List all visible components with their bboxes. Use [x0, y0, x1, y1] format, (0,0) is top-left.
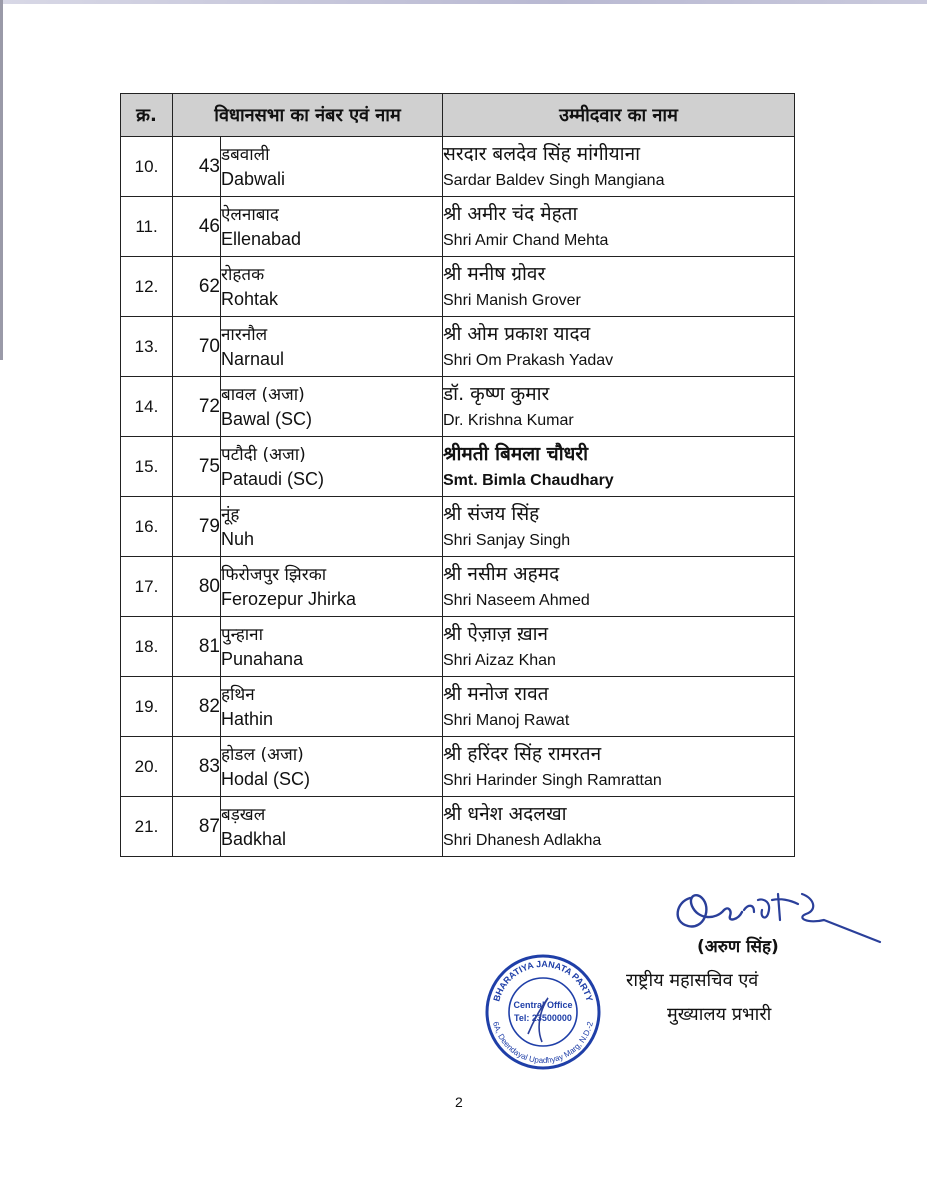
constituency-name-hindi: बड़खल [221, 804, 266, 825]
constituency-name-hindi: ऐलनाबाद [221, 204, 279, 225]
serial-number: 10. [121, 137, 173, 197]
constituency-name-hindi: रोहतक [221, 264, 265, 285]
constituency-name [221, 797, 443, 857]
constituency-name-hindi: होडल (अजा) [221, 744, 304, 765]
table-row [121, 437, 795, 497]
constituency-number: 62 [173, 257, 221, 317]
candidate-name-hindi: श्री ऐज़ाज़ ख़ान [443, 622, 549, 645]
constituency-name-hindi: नूंह [221, 504, 240, 525]
candidate-name-hindi: श्री धनेश अदलखा [443, 802, 567, 825]
constituency-number: 79 [173, 497, 221, 557]
constituency-name-english: Hathin [221, 708, 274, 729]
candidate-name-hindi: श्री मनीष ग्रोवर [443, 262, 546, 285]
constituency-number: 72 [173, 377, 221, 437]
header-serial: क्र. [121, 94, 173, 137]
table-row [121, 737, 795, 797]
serial-number: 11. [121, 197, 173, 257]
candidate-name [443, 737, 795, 797]
svg-text:Central Office: Central Office [513, 1000, 573, 1010]
candidate-name-english: Shri Sanjay Singh [443, 531, 571, 549]
table-row [121, 497, 795, 557]
constituency-name-hindi: बावल (अजा) [221, 384, 305, 405]
constituency-name-english: Punahana [221, 648, 304, 669]
constituency-name-hindi: डबवाली [221, 144, 270, 165]
scan-left-edge [0, 0, 3, 360]
candidate-name-english: Shri Dhanesh Adlakha [443, 831, 602, 849]
top-border-line [0, 0, 927, 4]
constituency-number: 80 [173, 557, 221, 617]
constituency-name-english: Bawal (SC) [221, 408, 313, 429]
constituency-name-hindi: पुन्हाना [221, 624, 264, 645]
candidate-name [443, 197, 795, 257]
constituency-name-english: Ferozepur Jhirka [221, 588, 357, 609]
candidate-name [443, 377, 795, 437]
candidate-name-english: Sardar Baldev Singh Mangiana [443, 171, 665, 189]
table-row [121, 137, 795, 197]
constituency-number: 46 [173, 197, 221, 257]
table-row [121, 617, 795, 677]
table-body [121, 137, 795, 857]
candidate-name-hindi: सरदार बलदेव सिंह मांगीयाना [443, 142, 641, 165]
candidate-name [443, 257, 795, 317]
constituency-number: 81 [173, 617, 221, 677]
signatory-designation: राष्ट्रीय महासचिव एवं [626, 970, 759, 991]
constituency-name-english: Rohtak [221, 288, 279, 309]
candidate-name-hindi: डॉ. कृष्ण कुमार [443, 382, 550, 405]
signatory-designation-line2: मुख्यालय प्रभारी [667, 1004, 772, 1025]
table-row [121, 317, 795, 377]
candidate-name [443, 437, 795, 497]
candidate-name-english: Shri Om Prakash Yadav [443, 351, 614, 369]
constituency-name [221, 557, 443, 617]
table-row [121, 197, 795, 257]
candidate-name [443, 497, 795, 557]
candidate-name-hindi: श्री संजय सिंह [443, 502, 540, 525]
constituency-name [221, 317, 443, 377]
constituency-number: 43 [173, 137, 221, 197]
serial-number: 21. [121, 797, 173, 857]
candidate-name-english: Shri Harinder Singh Ramrattan [443, 771, 662, 789]
serial-number: 18. [121, 617, 173, 677]
candidate-name [443, 317, 795, 377]
constituency-number: 75 [173, 437, 221, 497]
header-candidate: उम्मीदवार का नाम [443, 94, 795, 137]
constituency-number: 83 [173, 737, 221, 797]
constituency-name [221, 137, 443, 197]
serial-number: 19. [121, 677, 173, 737]
constituency-name [221, 677, 443, 737]
candidate-name-hindi: श्री नसीम अहमद [443, 562, 560, 585]
constituency-name [221, 377, 443, 437]
signatory-name: (अरुण सिंह) [697, 937, 779, 957]
svg-text:6A, Deendayal Upadhyay Marg, N: 6A, Deendayal Upadhyay Marg, N.D.-2 [491, 1020, 595, 1066]
table-row [121, 257, 795, 317]
constituency-number: 82 [173, 677, 221, 737]
serial-number: 13. [121, 317, 173, 377]
serial-number: 16. [121, 497, 173, 557]
candidate-name-english: Shri Naseem Ahmed [443, 591, 590, 609]
serial-number: 12. [121, 257, 173, 317]
table-header-row [121, 94, 795, 137]
constituency-name-english: Pataudi (SC) [221, 468, 325, 489]
constituency-name-hindi: हथिन [221, 684, 255, 705]
serial-number: 15. [121, 437, 173, 497]
candidate-name-hindi: श्री हरिंदर सिंह रामरतन [443, 742, 602, 765]
candidate-name [443, 677, 795, 737]
constituency-name [221, 617, 443, 677]
constituency-name [221, 197, 443, 257]
table-row [121, 797, 795, 857]
candidate-name [443, 797, 795, 857]
constituency-number: 87 [173, 797, 221, 857]
table-row [121, 677, 795, 737]
constituency-name-english: Ellenabad [221, 228, 302, 249]
constituency-name [221, 437, 443, 497]
table-row [121, 557, 795, 617]
serial-number: 17. [121, 557, 173, 617]
constituency-name-english: Narnaul [221, 348, 285, 369]
candidate-name [443, 557, 795, 617]
svg-text:Tel: 23500000: Tel: 23500000 [514, 1013, 572, 1023]
table-row [121, 377, 795, 437]
constituency-name-hindi: पटौदी (अजा) [221, 444, 306, 465]
candidate-name-english: Dr. Krishna Kumar [443, 411, 574, 429]
candidate-name [443, 617, 795, 677]
constituency-name-hindi: नारनौल [221, 324, 268, 345]
candidate-name [443, 137, 795, 197]
constituency-number: 70 [173, 317, 221, 377]
header-constituency: विधानसभा का नंबर एवं नाम [173, 94, 443, 137]
candidate-name-english: Shri Manoj Rawat [443, 711, 570, 729]
party-seal [478, 950, 608, 1070]
constituency-name-english: Hodal (SC) [221, 768, 311, 789]
constituency-name-english: Dabwali [221, 168, 286, 189]
candidate-name-hindi: श्री अमीर चंद मेहता [443, 202, 578, 225]
candidate-name-english: Shri Amir Chand Mehta [443, 231, 609, 249]
candidate-name-hindi: श्री मनोज रावत [443, 682, 549, 705]
serial-number: 14. [121, 377, 173, 437]
candidate-name-english: Shri Manish Grover [443, 291, 581, 309]
constituency-name [221, 497, 443, 557]
serial-number: 20. [121, 737, 173, 797]
page-number: 2 [455, 1094, 463, 1110]
svg-text:BHARATIYA JANATA PARTY: BHARATIYA JANATA PARTY [491, 958, 595, 1003]
constituency-name-english: Badkhal [221, 828, 287, 849]
constituency-name-hindi: फिरोजपुर झिरका [221, 564, 327, 585]
constituency-name [221, 737, 443, 797]
candidate-table [120, 93, 795, 857]
candidate-name-english: Shri Aizaz Khan [443, 651, 556, 669]
candidate-name-hindi: श्रीमती बिमला चौधरी [443, 442, 589, 465]
constituency-name-english: Nuh [221, 528, 255, 549]
candidate-name-english: Smt. Bimla Chaudhary [443, 471, 614, 489]
candidate-name-hindi: श्री ओम प्रकाश यादव [443, 322, 591, 345]
constituency-name [221, 257, 443, 317]
